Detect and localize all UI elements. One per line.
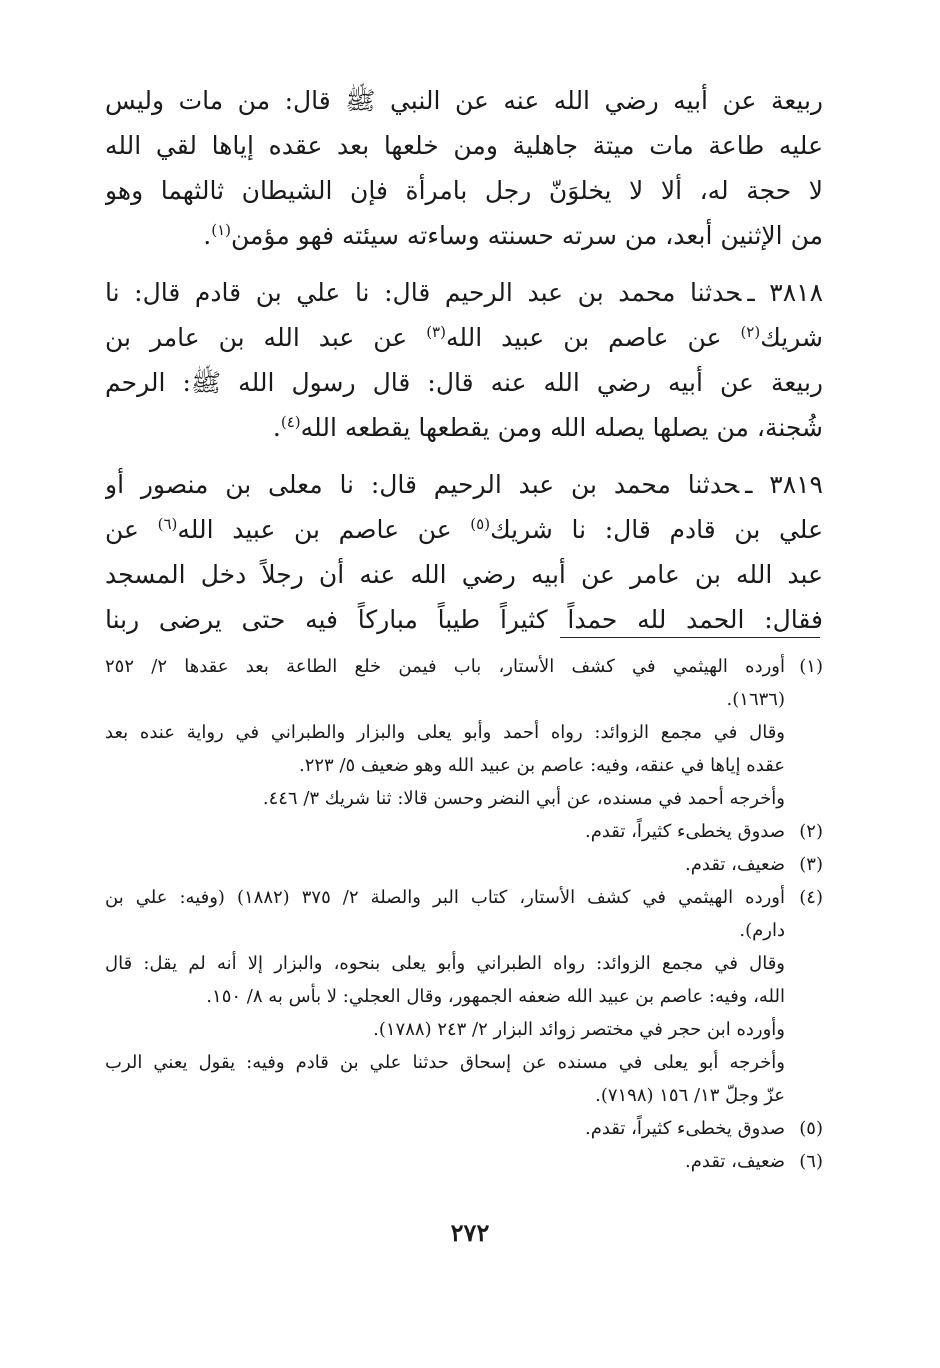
text-line bbox=[105, 270, 823, 315]
footnote-number: (٦) bbox=[799, 1151, 823, 1172]
hadith-number: ٣٨١٨ ـ bbox=[747, 278, 823, 307]
text-segment: شريك bbox=[760, 323, 823, 352]
footnote-3 bbox=[105, 848, 823, 881]
footnote-line: دارم). bbox=[739, 920, 785, 941]
footnote-6 bbox=[105, 1145, 823, 1178]
text-line: عبد الله بن عامر عن أبيه رضي الله عنه أن رجلاً دخل المسجد bbox=[105, 560, 823, 589]
footnote-2 bbox=[105, 815, 823, 848]
footnote-line: أورده الهيثمي في كشف الأستار، باب فيمن خلع الطاعة بعد عقدها ٢/ ٢٥٢ bbox=[105, 656, 785, 677]
text-line bbox=[105, 315, 823, 360]
text-line: عليه طاعة مات ميتة جاهلية ومن خلعها بعد عقده إياها لقي الله bbox=[105, 131, 823, 160]
page-number: ٢٧٢ bbox=[450, 1218, 490, 1247]
footnote-ref: (١) bbox=[211, 221, 231, 239]
footnote-line: وقال في مجمع الزوائد: رواه الطبراني وأبو يعلى بنحوه، والبزار إلا أنه لم يقل: قال bbox=[105, 953, 785, 974]
footnote-line: عزّ وجلّ ١٣/ ١٥٦ (٧١٩٨). bbox=[595, 1085, 785, 1106]
text-segment: عن عاصم بن عبيد الله bbox=[445, 323, 741, 352]
footnote-5 bbox=[105, 1112, 823, 1145]
footnote-line: صدوق يخطىء كثيراً، تقدم. bbox=[584, 821, 785, 842]
text-line: شُجنة، من يصلها يصله الله ومن يقطعها يقطعه الله$^{(٤)}$. bbox=[272, 413, 823, 442]
footnotes bbox=[105, 650, 823, 1178]
text-line: ربيعة عن أبيه رضي الله عنه عن النبي ﷺ قال: من مات وليس bbox=[105, 86, 823, 115]
hadith-number: ٣٨١٩ ـ bbox=[745, 470, 823, 499]
text-segment: عن عاصم بن عبيد الله bbox=[177, 515, 471, 544]
footnote-number: (٢) bbox=[799, 821, 823, 842]
footnote-line: ضعيف، تقدم. bbox=[685, 1151, 785, 1172]
footnote-ref: (٣) bbox=[426, 323, 446, 341]
footnote-line: (١٦٣٦). bbox=[726, 689, 785, 710]
footnote-number: (٤) bbox=[799, 887, 823, 908]
text-segment: عن bbox=[105, 515, 158, 544]
text-segment: حدثنا محمد بن عبد الرحيم قال: نا معلى بن منصور أو bbox=[105, 470, 740, 499]
footnote-ref: (٤) bbox=[280, 413, 301, 431]
footnote-line: وأورده ابن حجر في مختصر زوائد البزار ٢/ ٢٤٣ (١٧٨٨). bbox=[373, 1019, 785, 1040]
text-segment: عن عبد الله بن عامر بن bbox=[105, 323, 427, 352]
main-text bbox=[105, 78, 823, 642]
text-line: ربيعة عن أبيه رضي الله عنه قال: قال رسول الله ﷺ: الرحم bbox=[105, 368, 823, 397]
footnote-number: (٥) bbox=[799, 1118, 823, 1139]
text-line bbox=[105, 507, 823, 552]
hadith-3818 bbox=[105, 270, 823, 450]
footnote-line: ضعيف، تقدم. bbox=[685, 854, 785, 875]
footnote-ref: (٦) bbox=[157, 515, 178, 533]
text-line: لا حجة له، ألا لا يخلوَنّ رجل بامرأة فإن الشيطان ثالثهما وهو bbox=[105, 176, 823, 205]
hadith-3819 bbox=[105, 462, 823, 642]
text-line: من الإثنين أبعد، من سرته حسنته وساءته سيئته فهو مؤمن$^{(١)}$. bbox=[203, 221, 823, 250]
footnote-line: عقده إياها في عنقه، وفيه: عاصم بن عبيد الله وهو ضعيف ٥/ ٢٢٣. bbox=[298, 755, 785, 776]
footnote-line: الله، وفيه: عاصم بن عبيد الله ضعفه الجمهور، وقال العجلي: لا بأس به ٨/ ١٥٠. bbox=[206, 986, 785, 1007]
footnote-line: وأخرجه أبو يعلى في مسنده عن إسحاق حدثنا علي بن قادم وفيه: يقول يعني الرب bbox=[105, 1052, 785, 1073]
footnote-line: وأخرجه أحمد في مسنده، عن أبي النضر وحسن قالا: ثنا شريك ٣/ ٤٤٦. bbox=[262, 788, 785, 809]
text-segment: من الإثنين أبعد، من سرته حسنته وساءته سيئته فهو مؤمن bbox=[230, 221, 823, 250]
footnote-line: وقال في مجمع الزوائد: رواه أحمد وأبو يعلى والبزار والطبراني في رواية عنده بعد bbox=[105, 722, 785, 743]
footnote-line: صدوق يخطىء كثيراً، تقدم. bbox=[584, 1118, 785, 1139]
footnote-number: (٣) bbox=[799, 854, 823, 875]
footnote-ref: (٢) bbox=[740, 323, 761, 341]
text-segment: علي بن قادم قال: نا شريك bbox=[490, 515, 823, 544]
footnote-separator bbox=[560, 637, 820, 638]
text-line bbox=[105, 462, 823, 507]
footnote-1 bbox=[105, 650, 823, 815]
text-segment: شُجنة، من يصلها يصله الله ومن يقطعها يقطعه الله bbox=[300, 413, 823, 442]
footnote-number: (١) bbox=[799, 656, 823, 677]
text-line: فقال: الحمد لله حمداً كثيراً طيباً مباركاً فيه حتى يرضى ربنا bbox=[105, 605, 823, 634]
footnote-line: أورده الهيثمي في كشف الأستار، كتاب البر والصلة ٢/ ٣٧٥ (١٨٨٢) (وفيه: علي بن bbox=[105, 887, 785, 908]
footnote-ref: (٥) bbox=[470, 515, 491, 533]
text-segment: حدثنا محمد بن عبد الرحيم قال: نا علي بن قادم قال: نا bbox=[105, 278, 742, 307]
footnote-4 bbox=[105, 881, 823, 1112]
